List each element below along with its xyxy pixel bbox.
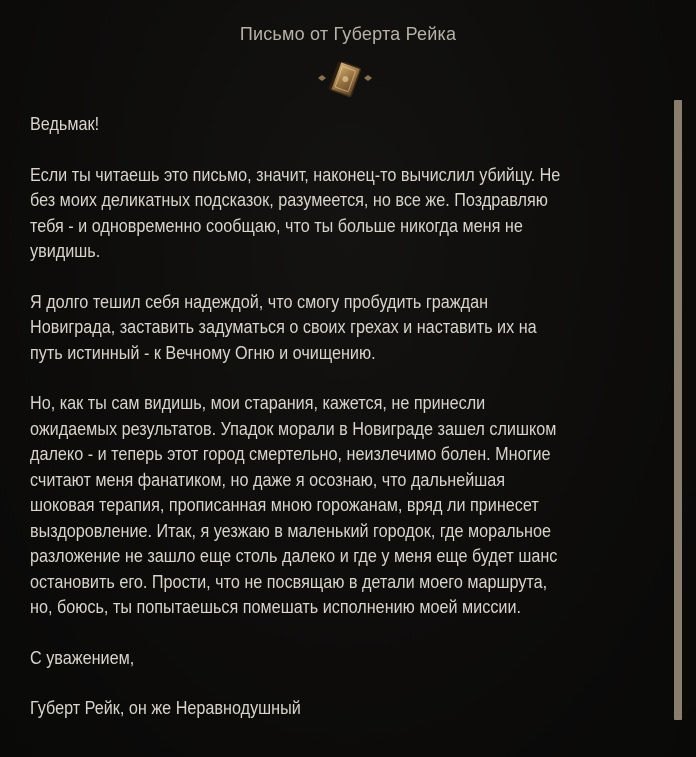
title-divider xyxy=(0,62,696,102)
letter-body xyxy=(30,112,655,747)
letter-line: шоковая терапия, прописанная мною горожанам, вряд ли принесет xyxy=(30,495,539,515)
letter-line: Я долго тешил себя надеждой, что смогу пробудить граждан xyxy=(30,291,489,312)
letter-line: ожидаемых результатов. Упадок морали в Новиграде зашел слишком xyxy=(30,418,557,439)
letter-line: разложение не зашло еще столь далеко и где у меня еще будет шанс xyxy=(30,546,558,566)
letter-paragraph-3 xyxy=(30,391,655,621)
letter-line: выздоровление. Итак, я уезжаю в маленький городок, где моральное xyxy=(30,520,552,541)
letter-signature: Губерт Рейк, он же Неравнодушный xyxy=(30,698,301,718)
letter-greeting: Ведьмак! xyxy=(30,114,100,134)
letter-line: но, боюсь, ты попытаешься помешать исполнению моей миссии. xyxy=(30,597,522,617)
letter-line: путь истинный - к Вечному Огню и очищению. xyxy=(30,342,376,363)
letter-line: остановить его. Прости, что не посвящаю в детали моего маршрута, xyxy=(30,571,548,592)
letter-line: увидишь. xyxy=(30,241,101,261)
letter-line: далеко - и теперь этот город смертельно, неизлечимо болен. Многие xyxy=(30,444,551,464)
letter-line: без моих деликатных подсказок, разумеется, но все же. Поздравляю xyxy=(30,190,548,210)
dialog-title: Письмо от Губерта Рейка xyxy=(239,24,457,44)
letter-line: Новиграда, заставить задуматься о своих грехах и наставить их на xyxy=(30,317,537,337)
scrollbar-thumb[interactable] xyxy=(674,100,682,720)
book-icon xyxy=(330,62,361,97)
letter-paragraph-2 xyxy=(30,290,655,367)
letter-line: тебя - и одновременно сообщаю, что ты больше никогда меня не xyxy=(30,215,523,236)
letter-line: Если ты читаешь это письмо, значит, наконец-то вычислил убийцу. Не xyxy=(30,164,561,185)
letter-line: считают меня фанатиком, но даже я осознаю, что дальнейшая xyxy=(30,469,506,490)
scrollbar-track[interactable] xyxy=(674,100,682,720)
letter-line: Но, как ты сам видишь, мои старания, кажется, не принесли xyxy=(30,393,486,413)
letter-paragraph-1 xyxy=(30,163,655,265)
letter-closing: С уважением, xyxy=(30,647,135,668)
